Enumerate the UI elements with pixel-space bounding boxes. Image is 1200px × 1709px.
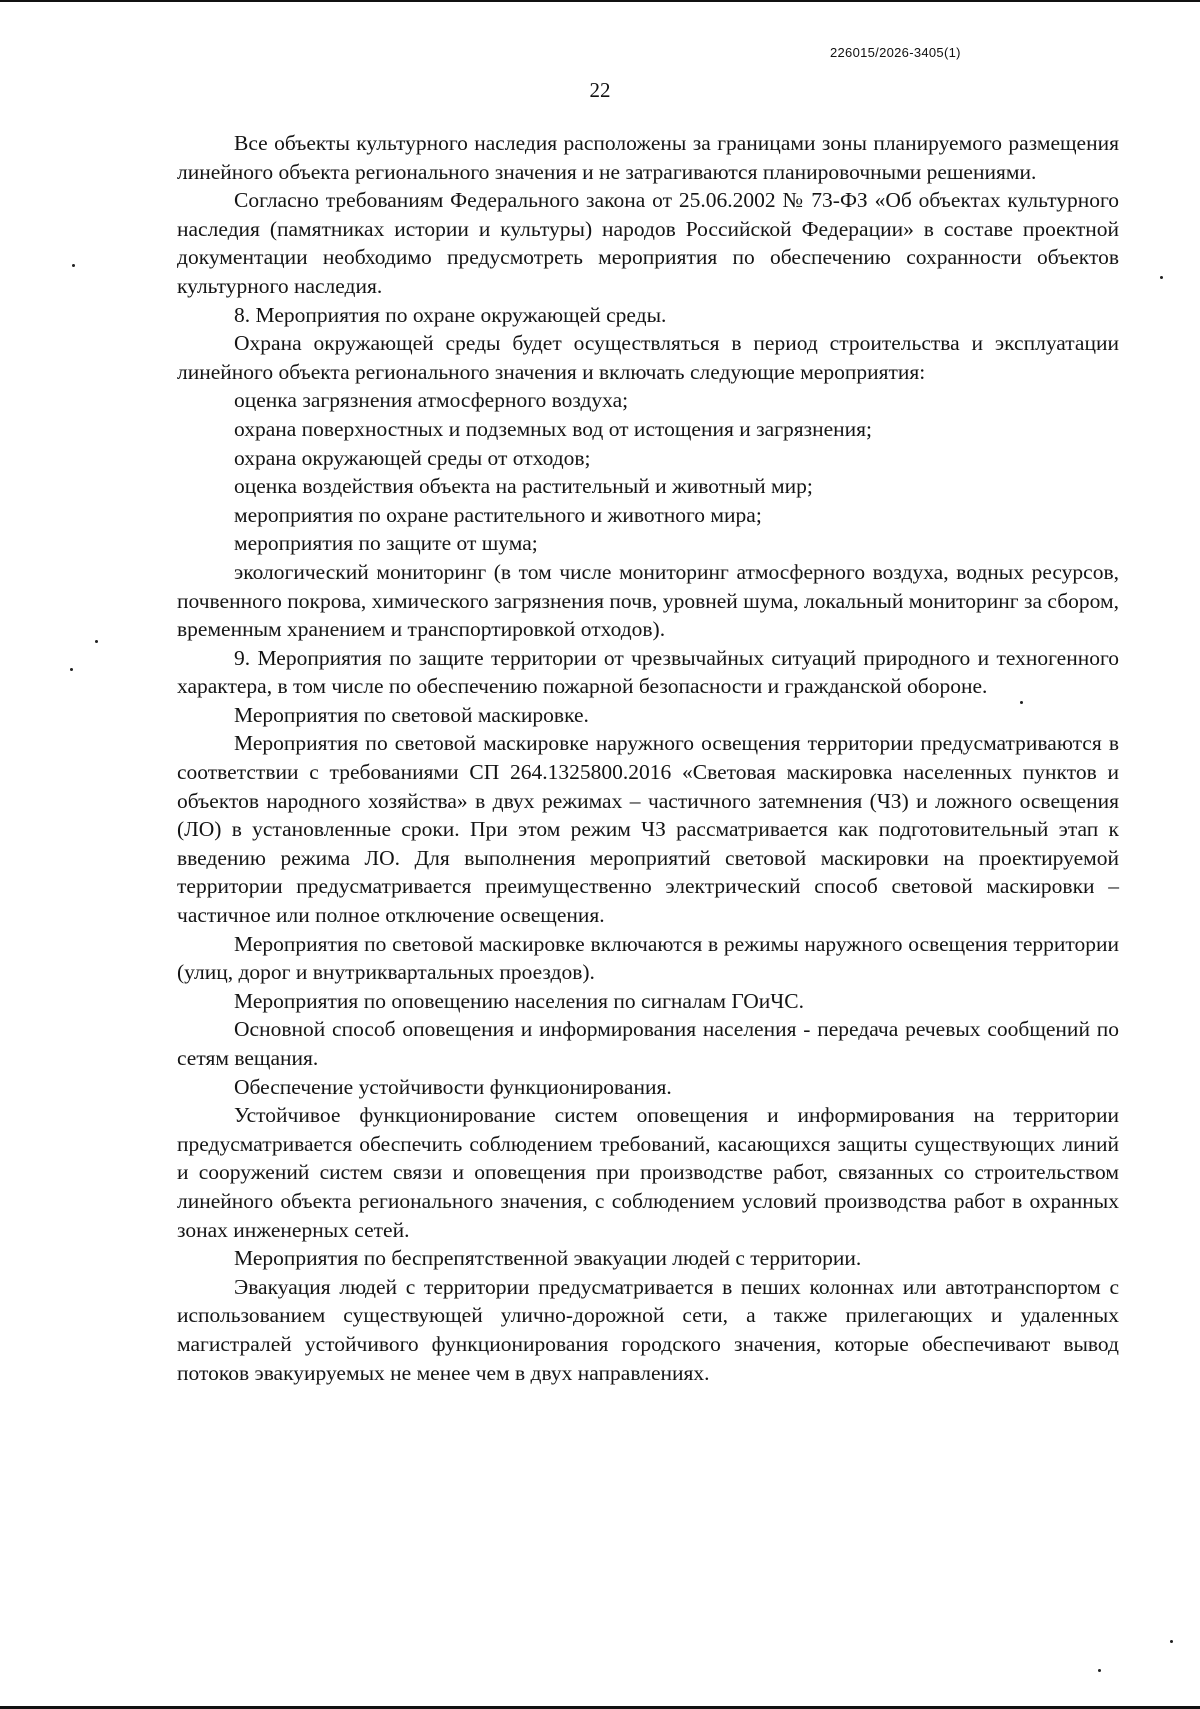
section-heading: 9. Мероприятия по защите территории от чрезвычайных ситуаций природного и техногенного характера, в том числе по обеспечению пожарной безопасности и гражданской обороне. [177,645,1119,699]
paragraph: Все объекты культурного наследия расположены за границами зоны планируемого размещения линейного объекта регионального значения и не затрагиваются планировочными решениями. [177,131,1119,184]
paragraph: Устойчивое функционирование систем оповещения и информирования на территории предусматривается обеспечить соблюдением требований, касающихся защиты существующих линий и сооружений систем связи и оповещения при производстве работ, связанных со строительством линейного объекта регионального значения, с соблюдением условий производства работ в охранных зонах инженерных сетей. [177,1103,1119,1242]
list-item: оценка воздействия объекта на растительный и животный мир; [234,474,813,499]
scan-top-edge [0,0,1200,2]
subsection-heading: Мероприятия по оповещению населения по сигналам ГОиЧС. [234,988,804,1013]
list-item: охрана окружающей среды от отходов; [234,445,591,470]
section-heading: 8. Мероприятия по охране окружающей среды. [234,302,667,327]
subsection-heading: Обеспечение устойчивости функционирования. [234,1074,672,1099]
list-item: мероприятия по охране растительного и животного мира; [234,502,762,527]
subsection-heading: Мероприятия по световой маскировке. [234,702,589,727]
page-number: 22 [589,78,611,102]
scan-speck [95,640,98,643]
paragraph: Охрана окружающей среды будет осуществляться в период строительства и эксплуатации линейного объекта регионального значения и включать следующие мероприятия: [177,331,1119,384]
paragraph: Основной способ оповещения и информирования населения - передача речевых сообщений по сетям вещания. [177,1017,1119,1070]
list-item: оценка загрязнения атмосферного воздуха; [234,388,629,413]
document-body [177,129,1119,1387]
document-number: 226015/2026-3405(1) [830,45,961,60]
paragraph: Согласно требованиям Федерального закона от 25.06.2002 № 73-ФЗ «Об объектах культурного наследия (памятниках истории и культуры) народов Российской Федерации» в составе проектной документации необходимо предусмотреть мероприятия по обеспечению сохранности объектов культурного наследия. [177,188,1119,298]
scan-speck [1170,1640,1173,1643]
list-item: охрана поверхностных и подземных вод от истощения и загрязнения; [234,416,873,441]
scan-speck [70,668,73,671]
paragraph: Эвакуация людей с территории предусматривается в пеших колоннах или автотранспортом с использованием существующей улично-дорожной сети, а также прилегающих и удаленных магистралей устойчивого функционирования городского значения, которые обеспечивают вывод потоков эвакуируемых не менее чем в двух направлениях. [177,1274,1119,1385]
scan-speck [72,264,75,267]
subsection-heading: Мероприятия по беспрепятственной эвакуации людей с территории. [234,1246,862,1271]
scan-speck [1020,701,1023,704]
list-item: мероприятия по защите от шума; [234,531,538,556]
paragraph: Мероприятия по световой маскировке наружного освещения территории предусматриваются в соответствии с требованиями СП 264.1325800.2016 «Световая маскировка населенных пунктов и объектов народного хозяйства» в двух режимах – частичного затемнения (ЧЗ) и ложного освещения (ЛО) в установленные сроки. При этом режим ЧЗ рассматривается как подготовительный этап к введению режима ЛО. Для выполнения мероприятий световой маскировки на проектируемой территории предусматривается преимущественно электрический способ световой маскировки – частичное или полное отключение освещения. [177,731,1119,928]
scan-speck [1098,1669,1101,1672]
paragraph: Мероприятия по световой маскировке включаются в режимы наружного освещения территории (улиц, дорог и внутриквартальных проездов). [177,931,1119,985]
scan-speck [1160,276,1163,279]
list-item: экологический мониторинг (в том числе мониторинг атмосферного воздуха, водных ресурсов, почвенного покрова, химического загрязнения почв, уровней шума, локальный мониторинг за сбором, временным хранением и транспортировкой отходов). [177,559,1119,642]
